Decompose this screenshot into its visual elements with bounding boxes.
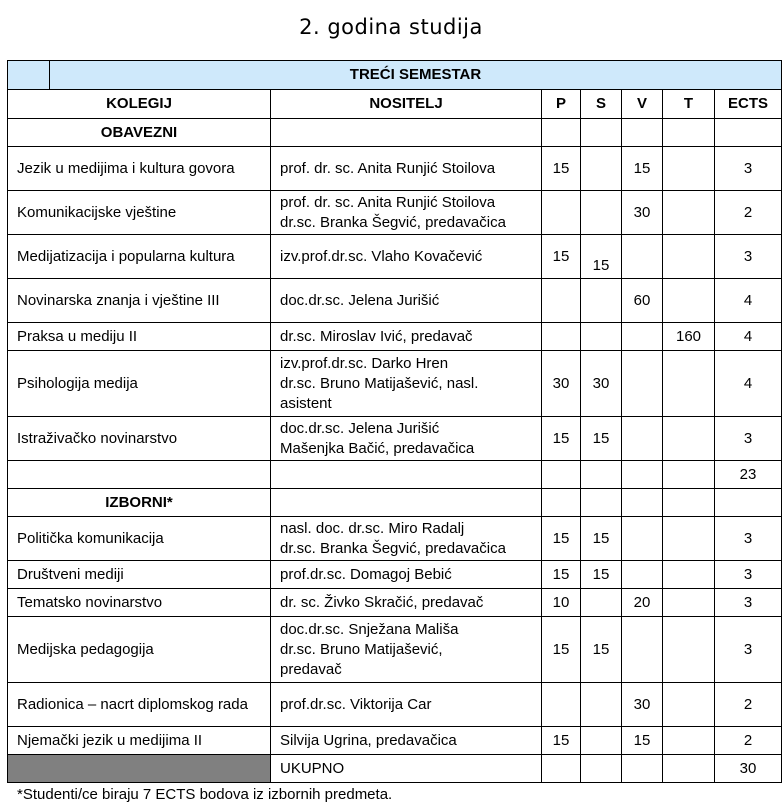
hours-p: 15: [542, 561, 581, 589]
empty-cell: [271, 489, 542, 517]
empty-cell: [542, 755, 581, 783]
hours-t: [663, 589, 715, 617]
hours-t: [663, 517, 715, 561]
hours-s: 15: [581, 561, 622, 589]
course-lecturer: [271, 191, 542, 235]
hours-t: [663, 191, 715, 235]
course-name: Jezik u medijima i kultura govora: [8, 147, 271, 191]
course-lecturer: [271, 417, 542, 461]
course-lecturer: [271, 235, 542, 279]
ects-value: 3: [715, 517, 782, 561]
total-ects: 30: [715, 755, 782, 783]
total-gray-cell: [8, 755, 271, 783]
empty-cell: [622, 755, 663, 783]
column-header-s: S: [581, 90, 622, 119]
empty-cell: [663, 461, 715, 489]
hours-t: [663, 279, 715, 323]
lecturer-line: asistent: [280, 394, 332, 412]
lecturer-line: dr.sc. Bruno Matijašević, nasl.: [280, 374, 479, 392]
lecturer-line: nasl. doc. dr.sc. Miro Radalj: [280, 519, 465, 537]
ects-value: 4: [715, 323, 782, 351]
hours-t: [663, 235, 715, 279]
semester-corner-cell: [8, 61, 50, 90]
course-name: Radionica – nacrt diplomskog rada: [8, 683, 271, 727]
course-row: [8, 279, 782, 323]
hours-t: [663, 683, 715, 727]
column-header-nositelj: NOSITELJ: [271, 90, 542, 119]
column-header-t: T: [663, 90, 715, 119]
empty-cell: [271, 461, 542, 489]
lecturer-line: prof.dr.sc. Domagoj Bebić: [280, 565, 452, 583]
lecturer-line: prof. dr. sc. Anita Runjić Stoilova: [280, 159, 496, 177]
course-lecturer: [271, 589, 542, 617]
course-lecturer: [271, 147, 542, 191]
hours-p: 15: [542, 727, 581, 755]
hours-v: [622, 351, 663, 417]
group-obavezni-label: OBAVEZNI: [8, 119, 271, 147]
hours-v: 60: [622, 279, 663, 323]
course-lecturer: [271, 683, 542, 727]
course-row: [8, 323, 782, 351]
hours-s: 15: [581, 417, 622, 461]
empty-cell: [581, 755, 622, 783]
hours-p: [542, 323, 581, 351]
hours-v: 15: [622, 147, 663, 191]
hours-p: 30: [542, 351, 581, 417]
ects-value: 2: [715, 727, 782, 755]
hours-t: 160: [663, 323, 715, 351]
ects-value: 4: [715, 351, 782, 417]
course-row: [8, 589, 782, 617]
empty-cell: [663, 489, 715, 517]
hours-s: [581, 191, 622, 235]
lecturer-line: dr. sc. Živko Skračić, predavač: [280, 593, 484, 611]
hours-p: 15: [542, 235, 581, 279]
hours-p: [542, 683, 581, 727]
hours-s: [581, 683, 622, 727]
column-header-ects: ECTS: [715, 90, 782, 119]
course-row: [8, 235, 782, 279]
empty-cell: [271, 119, 542, 147]
lecturer-line: izv.prof.dr.sc. Darko Hren: [280, 354, 449, 372]
hours-s: [581, 323, 622, 351]
lecturer-line: dr.sc. Bruno Matijašević,: [280, 640, 443, 658]
course-name: Društveni mediji: [8, 561, 271, 589]
ects-value: 2: [715, 191, 782, 235]
lecturer-line: dr.sc. Branka Šegvić, predavačica: [280, 213, 506, 231]
ects-value: 3: [715, 589, 782, 617]
course-row: [8, 351, 782, 417]
course-row: [8, 417, 782, 461]
hours-s: [581, 727, 622, 755]
lecturer-line: Mašenjka Bačić, predavačica: [280, 439, 475, 457]
hours-v: [622, 561, 663, 589]
course-row: [8, 617, 782, 683]
subtotal-row: [8, 461, 782, 489]
empty-cell: [581, 461, 622, 489]
hours-v: [622, 417, 663, 461]
hours-p: 15: [542, 617, 581, 683]
hours-v: [622, 517, 663, 561]
column-header-p: P: [542, 90, 581, 119]
course-name: Politička komunikacija: [8, 517, 271, 561]
empty-cell: [715, 119, 782, 147]
hours-t: [663, 727, 715, 755]
hours-s: [581, 279, 622, 323]
group-izborni: [8, 489, 782, 517]
hours-s: 15: [581, 617, 622, 683]
course-lecturer: [271, 517, 542, 561]
hours-p: 15: [542, 517, 581, 561]
empty-cell: [663, 119, 715, 147]
hours-s: [581, 589, 622, 617]
total-label: UKUPNO: [271, 755, 542, 783]
hours-s: 30: [581, 351, 622, 417]
empty-cell: [663, 755, 715, 783]
page-title: 2. godina studija: [299, 15, 483, 39]
hours-v: 30: [622, 683, 663, 727]
course-lecturer: [271, 323, 542, 351]
group-obavezni: [8, 119, 782, 147]
ects-value: 3: [715, 235, 782, 279]
course-name: Novinarska znanja i vještine III: [8, 279, 271, 323]
course-lecturer: [271, 279, 542, 323]
total-row: [8, 755, 782, 783]
hours-t: [663, 417, 715, 461]
column-header-row: [8, 90, 782, 119]
ects-value: 3: [715, 561, 782, 589]
lecturer-line: doc.dr.sc. Snježana Mališa: [280, 620, 459, 638]
lecturer-line: izv.prof.dr.sc. Vlaho Kovačević: [280, 247, 483, 265]
hours-v: [622, 235, 663, 279]
hours-v: [622, 323, 663, 351]
lecturer-line: doc.dr.sc. Jelena Jurišić: [280, 419, 440, 437]
lecturer-line: doc.dr.sc. Jelena Jurišić: [280, 291, 440, 309]
footnote: *Studenti/ce biraju 7 ECTS bodova iz izbornih predmeta.: [17, 786, 393, 803]
empty-cell: [8, 461, 271, 489]
hours-t: [663, 561, 715, 589]
empty-cell: [715, 489, 782, 517]
course-name: Medijatizacija i popularna kultura: [8, 235, 271, 279]
empty-cell: [542, 119, 581, 147]
empty-cell: [542, 461, 581, 489]
empty-cell: [622, 489, 663, 517]
group-izborni-label: IZBORNI*: [8, 489, 271, 517]
ects-value: 3: [715, 417, 782, 461]
empty-cell: [622, 119, 663, 147]
course-name: Praksa u mediju II: [8, 323, 271, 351]
hours-p: [542, 191, 581, 235]
hours-t: [663, 351, 715, 417]
semester-title: TREĆI SEMESTAR: [50, 61, 782, 90]
ects-value: 3: [715, 147, 782, 191]
lecturer-line: dr.sc. Branka Šegvić, predavačica: [280, 539, 506, 557]
course-lecturer: [271, 727, 542, 755]
hours-v: 20: [622, 589, 663, 617]
hours-s: 15: [581, 517, 622, 561]
empty-cell: [542, 489, 581, 517]
lecturer-line: prof.dr.sc. Viktorija Car: [280, 695, 432, 713]
course-name: Njemački jezik u medijima II: [8, 727, 271, 755]
lecturer-line: Silvija Ugrina, predavačica: [280, 731, 457, 749]
course-row: [8, 561, 782, 589]
hours-t: [663, 147, 715, 191]
lecturer-line: prof. dr. sc. Anita Runjić Stoilova: [280, 193, 496, 211]
course-name: Psihologija medija: [8, 351, 271, 417]
course-name: Medijska pedagogija: [8, 617, 271, 683]
hours-v: 15: [622, 727, 663, 755]
course-lecturer: [271, 617, 542, 683]
hours-s: 15: [581, 235, 622, 279]
empty-cell: [581, 119, 622, 147]
course-table: [7, 60, 782, 783]
ects-value: 4: [715, 279, 782, 323]
course-row: [8, 727, 782, 755]
column-header-kolegij: KOLEGIJ: [8, 90, 271, 119]
course-name: Komunikacijske vještine: [8, 191, 271, 235]
empty-cell: [622, 461, 663, 489]
empty-cell: [581, 489, 622, 517]
course-name: Istraživačko novinarstvo: [8, 417, 271, 461]
hours-p: 15: [542, 417, 581, 461]
course-row: [8, 517, 782, 561]
hours-p: 10: [542, 589, 581, 617]
hours-p: 15: [542, 147, 581, 191]
semester-header-row: [8, 61, 782, 90]
course-name: Tematsko novinarstvo: [8, 589, 271, 617]
ects-value: 2: [715, 683, 782, 727]
hours-s: [581, 147, 622, 191]
hours-v: 30: [622, 191, 663, 235]
hours-p: [542, 279, 581, 323]
lecturer-line: predavač: [280, 660, 342, 678]
lecturer-line: dr.sc. Miroslav Ivić, predavač: [280, 327, 473, 345]
course-row: [8, 683, 782, 727]
course-row: [8, 191, 782, 235]
column-header-v: V: [622, 90, 663, 119]
ects-value: 3: [715, 617, 782, 683]
subtotal-ects: 23: [715, 461, 782, 489]
hours-v: [622, 617, 663, 683]
course-lecturer: [271, 351, 542, 417]
course-row: [8, 147, 782, 191]
course-lecturer: [271, 561, 542, 589]
hours-t: [663, 617, 715, 683]
